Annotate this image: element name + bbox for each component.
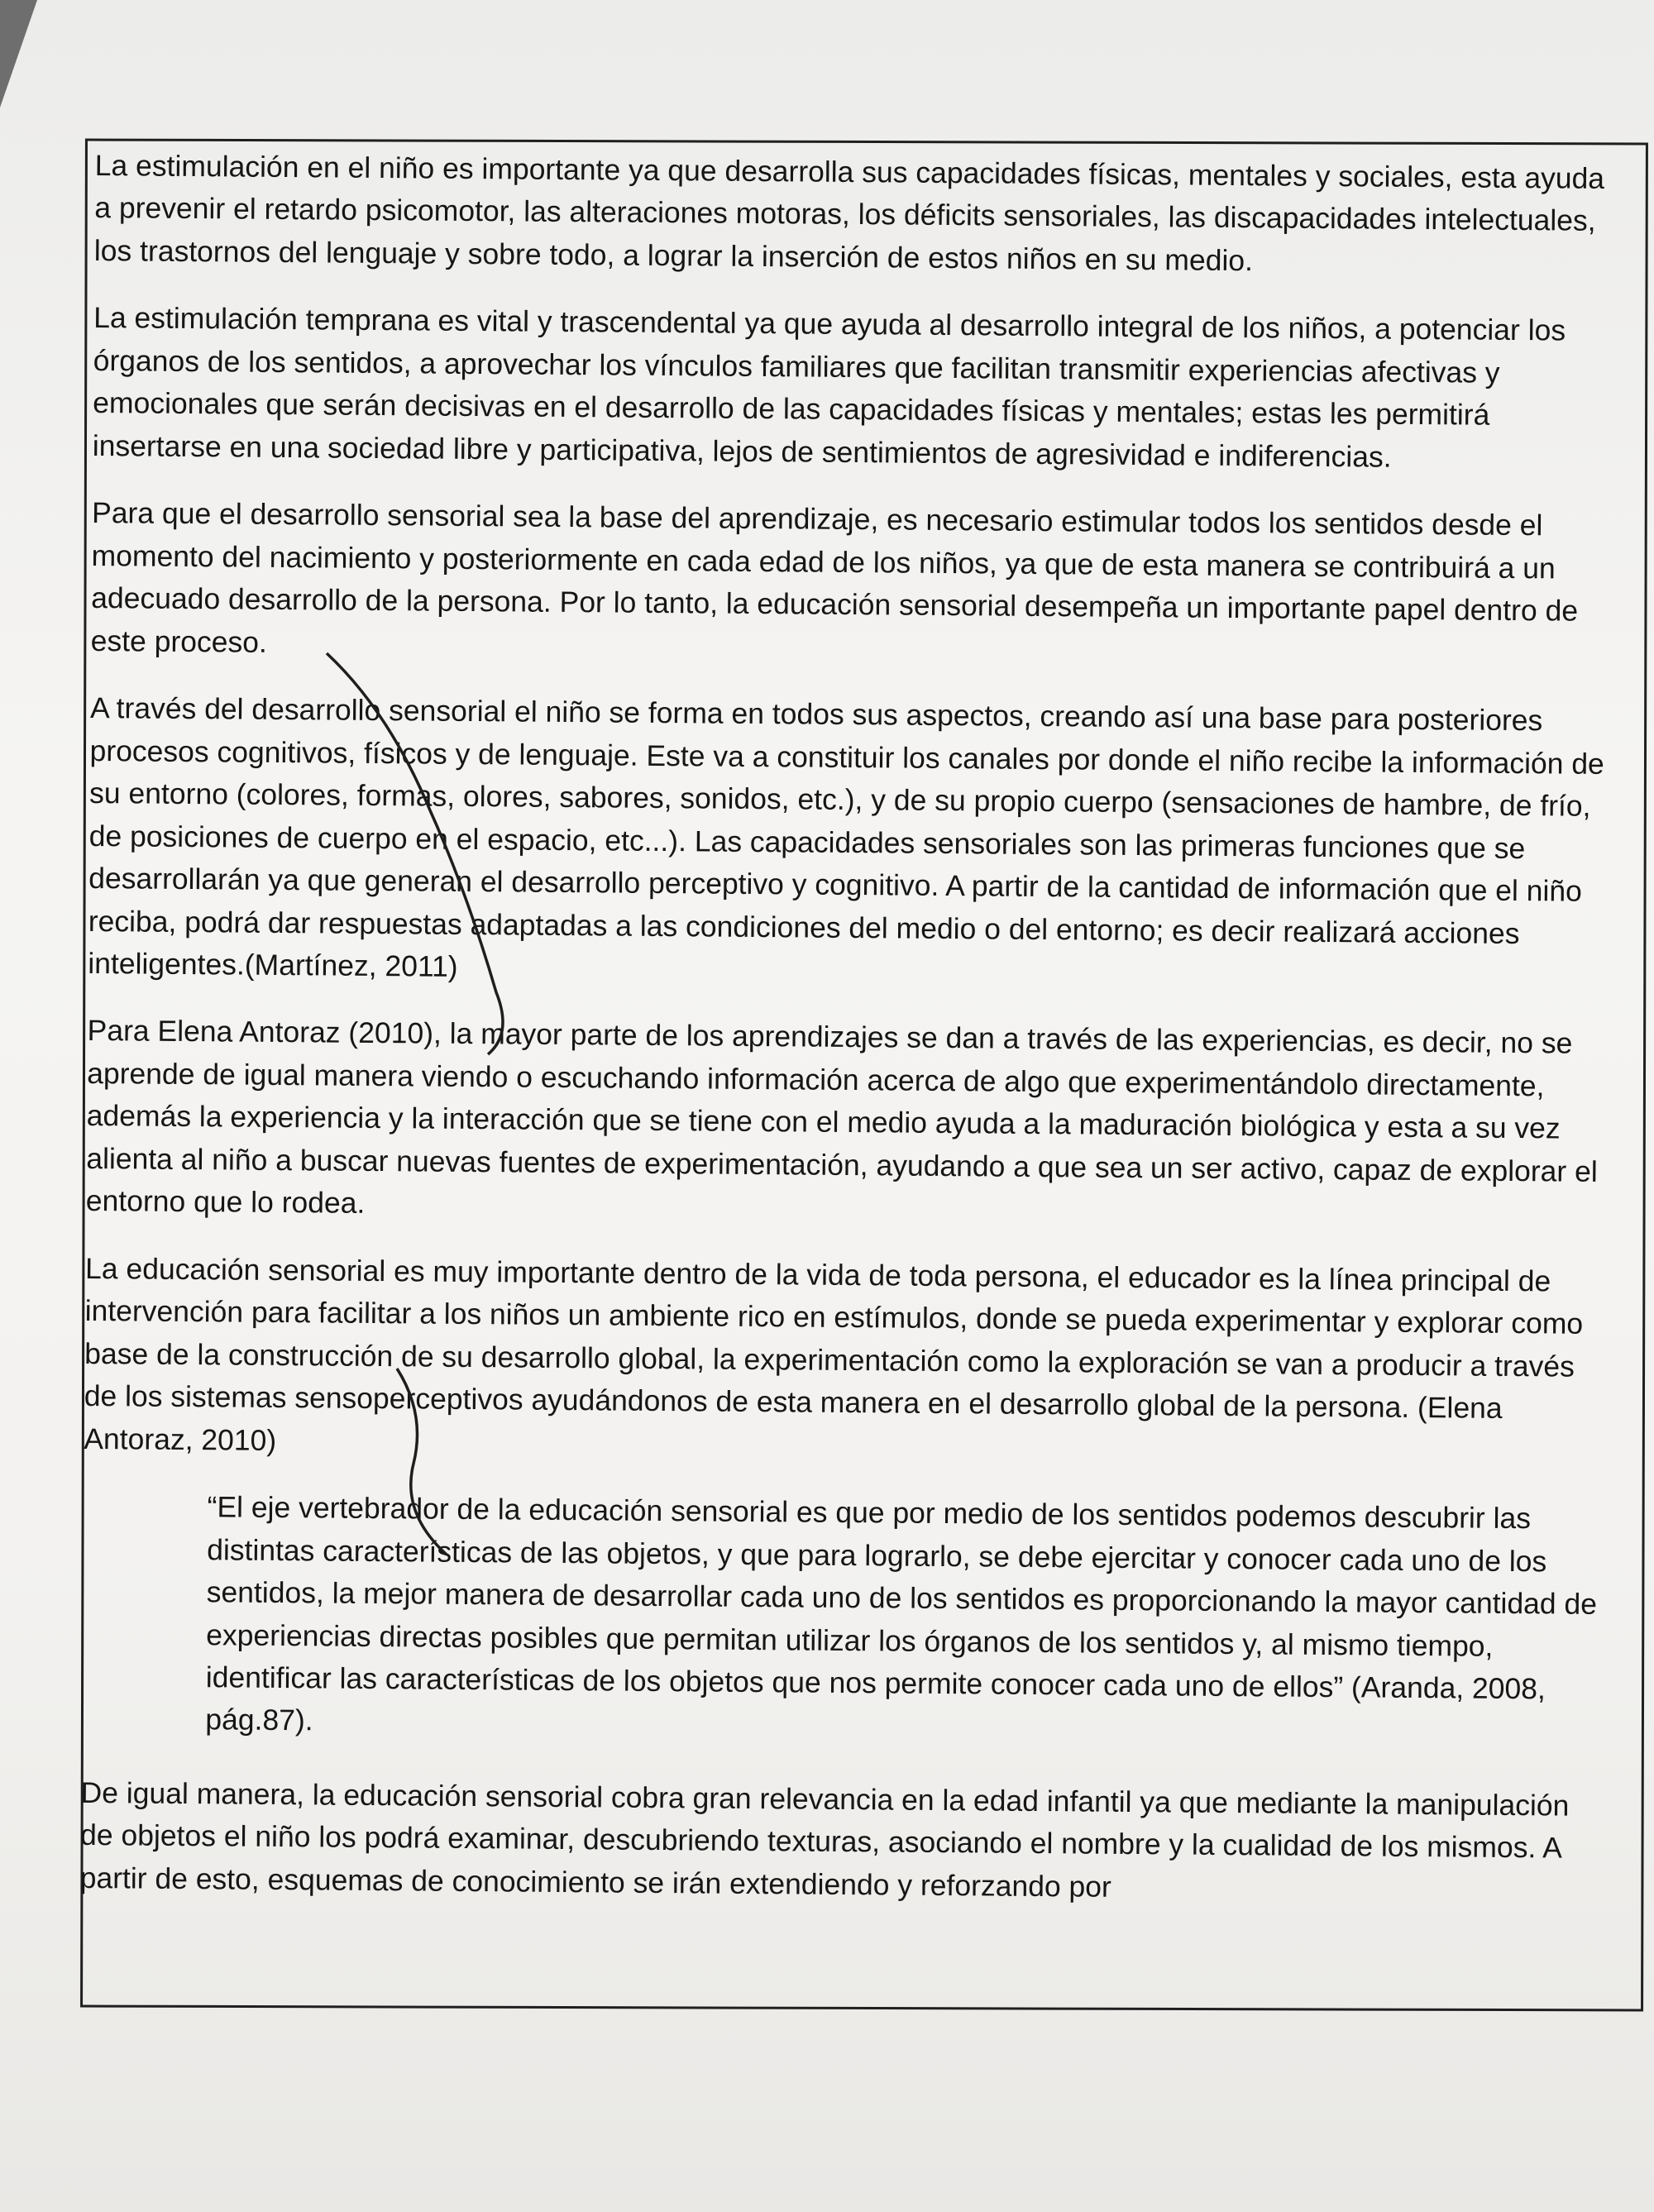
paragraph-final: De igual manera, la educación sensorial cobra gran relevancia en la edad infantil ya que mediante la manipulación de objetos el niño los podrá examinar, descubriendo texturas, asociando el nombre y la cualidad de los mismos. A partir de esto, esquemas de conocimiento se irán extendiendo y reforzando por <box>79 1775 1570 1904</box>
paragraph-5: Para Elena Antoraz (2010), la mayor parte de los aprendizajes se dan a través de las experiencias, es decir, no se aprende de igual manera viendo o escuchando información acerca de algo que experimentándolo directamente, además la experiencia y la interacción que se tiene con el medio ayuda a la maduración biológica y esta a su vez alienta al niño a buscar nuevas fuentes de experimentación, ayudando a que sea un ser activo, capaz de explorar el entorno que lo rodea. <box>85 1014 1598 1221</box>
block-quote: “El eje vertebrador de la educación sensorial es que por medio de los sentidos podemos descubrir las distintas características de las objetos, y que para lograrlo, se debe ejercitar y conocer cada uno de los sentidos, la mejor manera de desarrollar cada uno de los sentidos es proporcionando la mayor cantidad de experiencias directas posibles que permitan utilizar los órganos de los sentidos y, al mismo tiempo, identificar las características de los objetos que nos permite conocer cada uno de ellos” (Aranda, 2008, pág.87). <box>205 1490 1598 1737</box>
corner-shadow <box>0 0 37 107</box>
document-body <box>79 145 1617 2019</box>
paragraph-1: La estimulación en el niño es importante ya que desarrolla sus capacidades físicas, mentales y sociales, esta ayuda a prevenir el retardo psicomotor, las alteraciones motoras, los déficits sensoriales, las discapacidades intelectuales, los trastornos del lenguaje y sobre todo, a lograr la inserción de estos niños en su medio. <box>93 148 1605 278</box>
paragraph-6: La educación sensorial es muy importante dentro de la vida de toda persona, el educador es la línea principal de intervención para facilitar a los niños un ambiente rico en estímulos, donde se pueda experimentar y explorar como base de la construcción de su desarrollo global, la experimentación como la exploración se van a producir a través de los sistemas sensoperceptivos ayudándonos de esta manera en el desarrollo global de la persona. (Elena Antoraz, 2010) <box>84 1251 1584 1457</box>
paragraph-2: La estimulación temprana es vital y trascendental ya que ayuda al desarrollo integral de los niños, a potenciar los órganos de los sentidos, a aprovechar los vínculos familiares que facilitan transmitir experiencias afectivas y emocionales que serán decisivas en el desarrollo de las capacidades físicas y mentales; estas les permitirá insertarse en una sociedad libre y participativa, lejos de sentimientos de agresividad e indiferencias. <box>92 301 1566 474</box>
paragraph-3: Para que el desarrollo sensorial sea la base del aprendizaje, es necesario estimular todos los sentidos desde el momento del nacimiento y posteriormente en cada edad de los niños, ya que de esta manera se contribuirá a un adecuado desarrollo de la persona. Por lo tanto, la educación sensorial desempeña un importante papel dentro de este proceso. <box>90 496 1579 659</box>
paragraph-4: A través del desarrollo sensorial el niño se forma en todos sus aspectos, creando así una base para posteriores procesos cognitivos, físicos y de lenguaje. Este va a constituir los canales por donde el niño recibe la información de su entorno (colores, formas, olores, sabores, sonidos, etc.), y de su propio cuerpo (sensaciones de hambre, de frío, de posiciones de cuerpo en el espacio, etc...). Las capacidades sensoriales son las primeras funciones que se desarrollarán ya que generan el desarrollo perceptivo y cognitivo. A partir de la cantidad de información que el niño reciba, podrá dar respuestas adaptadas a las condiciones del medio o del entorno; es decir realizará acciones inteligentes.(Martínez, 2011) <box>88 691 1604 983</box>
